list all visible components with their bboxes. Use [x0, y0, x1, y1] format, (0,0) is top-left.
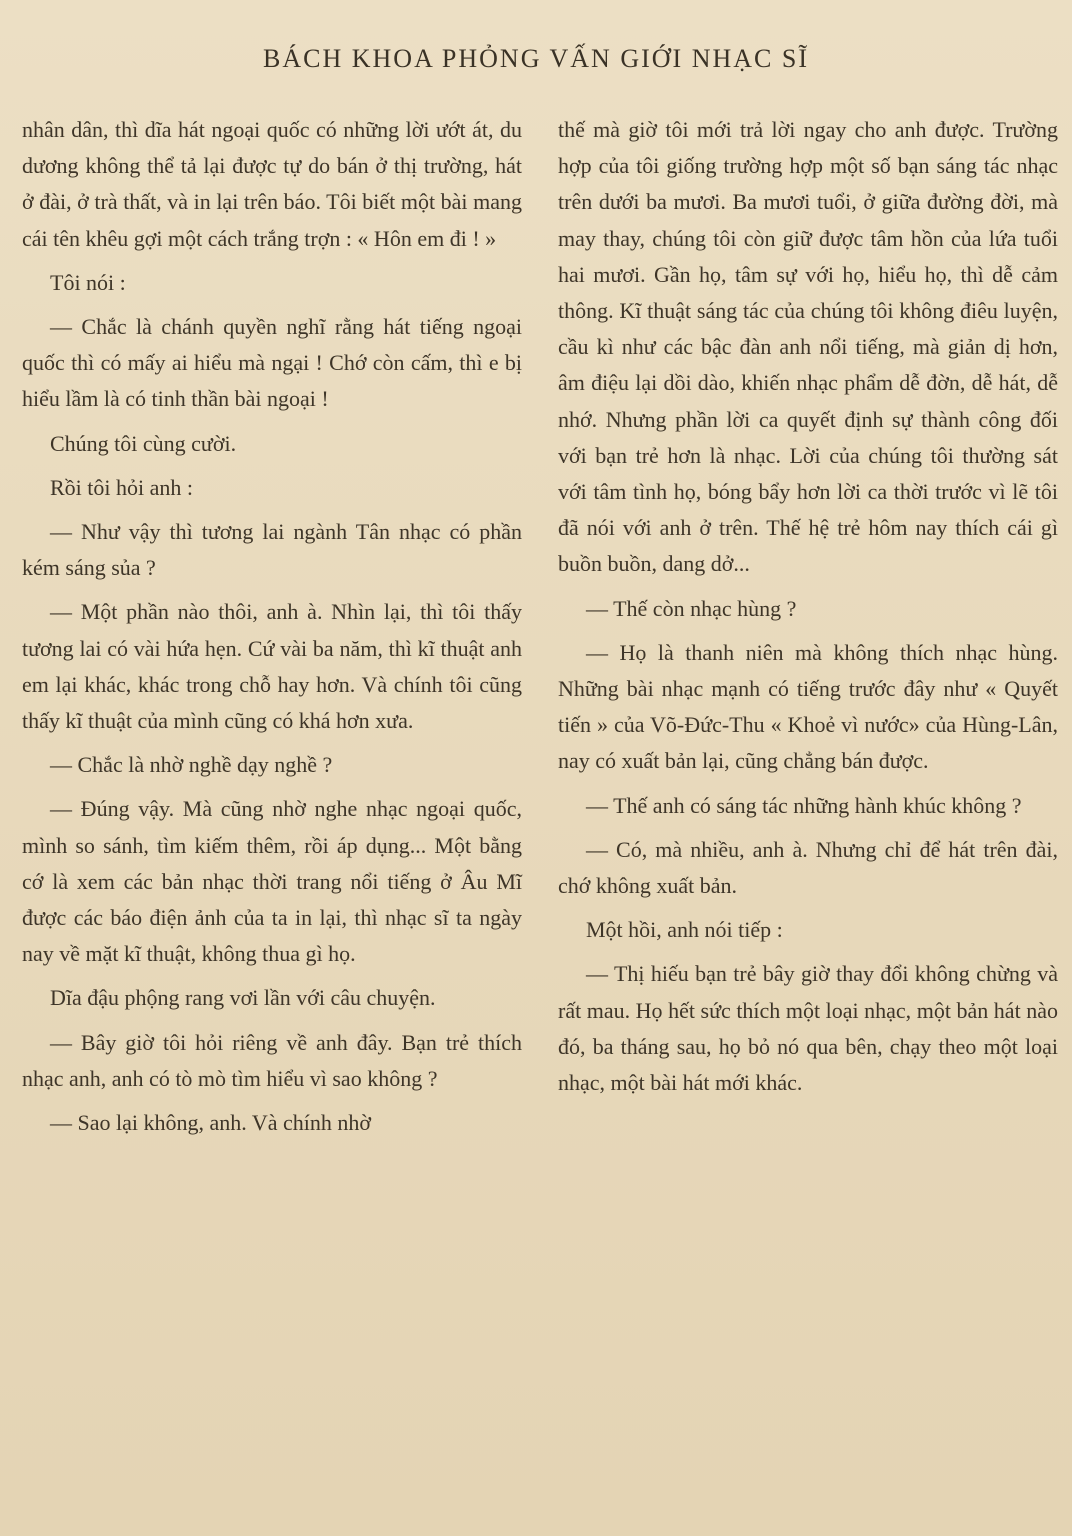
- paragraph: — Thế còn nhạc hùng ?: [586, 595, 797, 621]
- paragraph: — Chắc là chánh quyền nghĩ rằng hát tiếng ngoại quốc thì có mấy ai hiểu mà ngại ! Chớ còn cấm, thì e bị hiểu lầm là có tinh thần bài ngoại !: [22, 314, 522, 412]
- paragraph: nhân dân, thì dĩa hát ngoại quốc có những lời ướt át, du dương không thể tả lại được tự do bán ở thị trường, hát ở đài, ở trà thất, và in lại trên báo. Tôi biết một bài mang cái tên khêu gợi một cách trắng trợn : « Hôn em đi ! »: [22, 117, 522, 251]
- paragraph: — Một phần nào thôi, anh à. Nhìn lại, thì tôi thấy tương lai có vài hứa hẹn. Cứ vài ba năm, thì kĩ thuật anh em lại khác, khác trong chỗ hay hơn. Và chính tôi cũng thấy kĩ thuật của mình cũng có khá hơn xưa.: [22, 599, 522, 734]
- paragraph: — Thị hiếu bạn trẻ bây giờ thay đổi không chừng và rất mau. Họ hết sức thích một loại nhạc, một bản hát nào đó, ba tháng sau, họ bỏ nó qua bên, chạy theo một loại nhạc, một bài hát mới khác.: [558, 961, 1058, 1096]
- paragraph: — Họ là thanh niên mà không thích nhạc hùng. Những bài nhạc mạnh có tiếng trước đây như « Quyết tiến » của Võ-Đức-Thu « Khoẻ vì nước» của Hùng-Lân, nay có xuất bản lại, cũng chẳng bán được.: [558, 639, 1058, 774]
- paragraph: — Đúng vậy. Mà cũng nhờ nghe nhạc ngoại quốc, mình so sánh, tìm kiếm thêm, rồi áp dụng... Một bằng cớ là xem các bản nhạc thời trang nổi tiếng ở Âu Mĩ được các báo điện ảnh của ta in lại, thì nhạc sĩ ta ngày nay về mặt kĩ thuật, không thua gì họ.: [22, 796, 522, 967]
- paragraph: — Chắc là nhờ nghề dạy nghề ?: [50, 752, 333, 778]
- left-column: [22, 112, 522, 1149]
- paragraph: — Sao lại không, anh. Và chính nhờ: [50, 1110, 372, 1136]
- paragraph: Dĩa đậu phộng rang vơi lần với câu chuyện.: [50, 985, 436, 1011]
- paragraph: Chúng tôi cùng cười.: [50, 430, 237, 456]
- page-header: BÁCH KHOA PHỎNG VẤN GIỚI NHẠC SĨ: [263, 44, 809, 73]
- paragraph: — Như vậy thì tương lai ngành Tân nhạc có phần kém sáng sủa ?: [22, 519, 522, 581]
- paragraph: Một hồi, anh nói tiếp :: [586, 917, 783, 943]
- paragraph: thế mà giờ tôi mới trả lời ngay cho anh được. Trường hợp của tôi giống trường hợp một số bạn sáng tác nhạc trên dưới ba mươi. Ba mươi tuổi, ở giữa đường đời, mà may thay, chúng tôi còn giữ được tâm hồn của lứa tuổi hai mươi. Gần họ, tâm sự với họ, hiểu họ, thì dễ cảm thông. Kĩ thuật sáng tác của chúng tôi không điêu luyện, cầu kì như các bậc đàn anh nổi tiếng, mà giản dị hơn, âm điệu lại dồi dào, khiến nhạc phẩm dễ đờn, dễ hát, dễ nhớ. Nhưng phần lời ca quyết định sự thành công đối với bạn trẻ hơn là nhạc. Lời của chúng tôi thường sát với tâm tình họ, bóng bẩy hơn lời ca thời trước vì lẽ tôi đã nói với anh ở trên. Thế hệ trẻ hôm nay thích cái gì buồn buồn, dang dở...: [558, 117, 1058, 577]
- paragraph: Tôi nói :: [50, 269, 126, 295]
- paragraph: Rồi tôi hỏi anh :: [50, 474, 193, 500]
- paragraph: — Có, mà nhiều, anh à. Nhưng chỉ để hát trên đài, chớ không xuất bản.: [558, 836, 1058, 899]
- paragraph: — Thế anh có sáng tác những hành khúc không ?: [586, 792, 1022, 818]
- paragraph: — Bây giờ tôi hỏi riêng về anh đây. Bạn trẻ thích nhạc anh, anh có tò mò tìm hiểu vì sao không ?: [22, 1029, 522, 1091]
- right-column: [558, 112, 1058, 1109]
